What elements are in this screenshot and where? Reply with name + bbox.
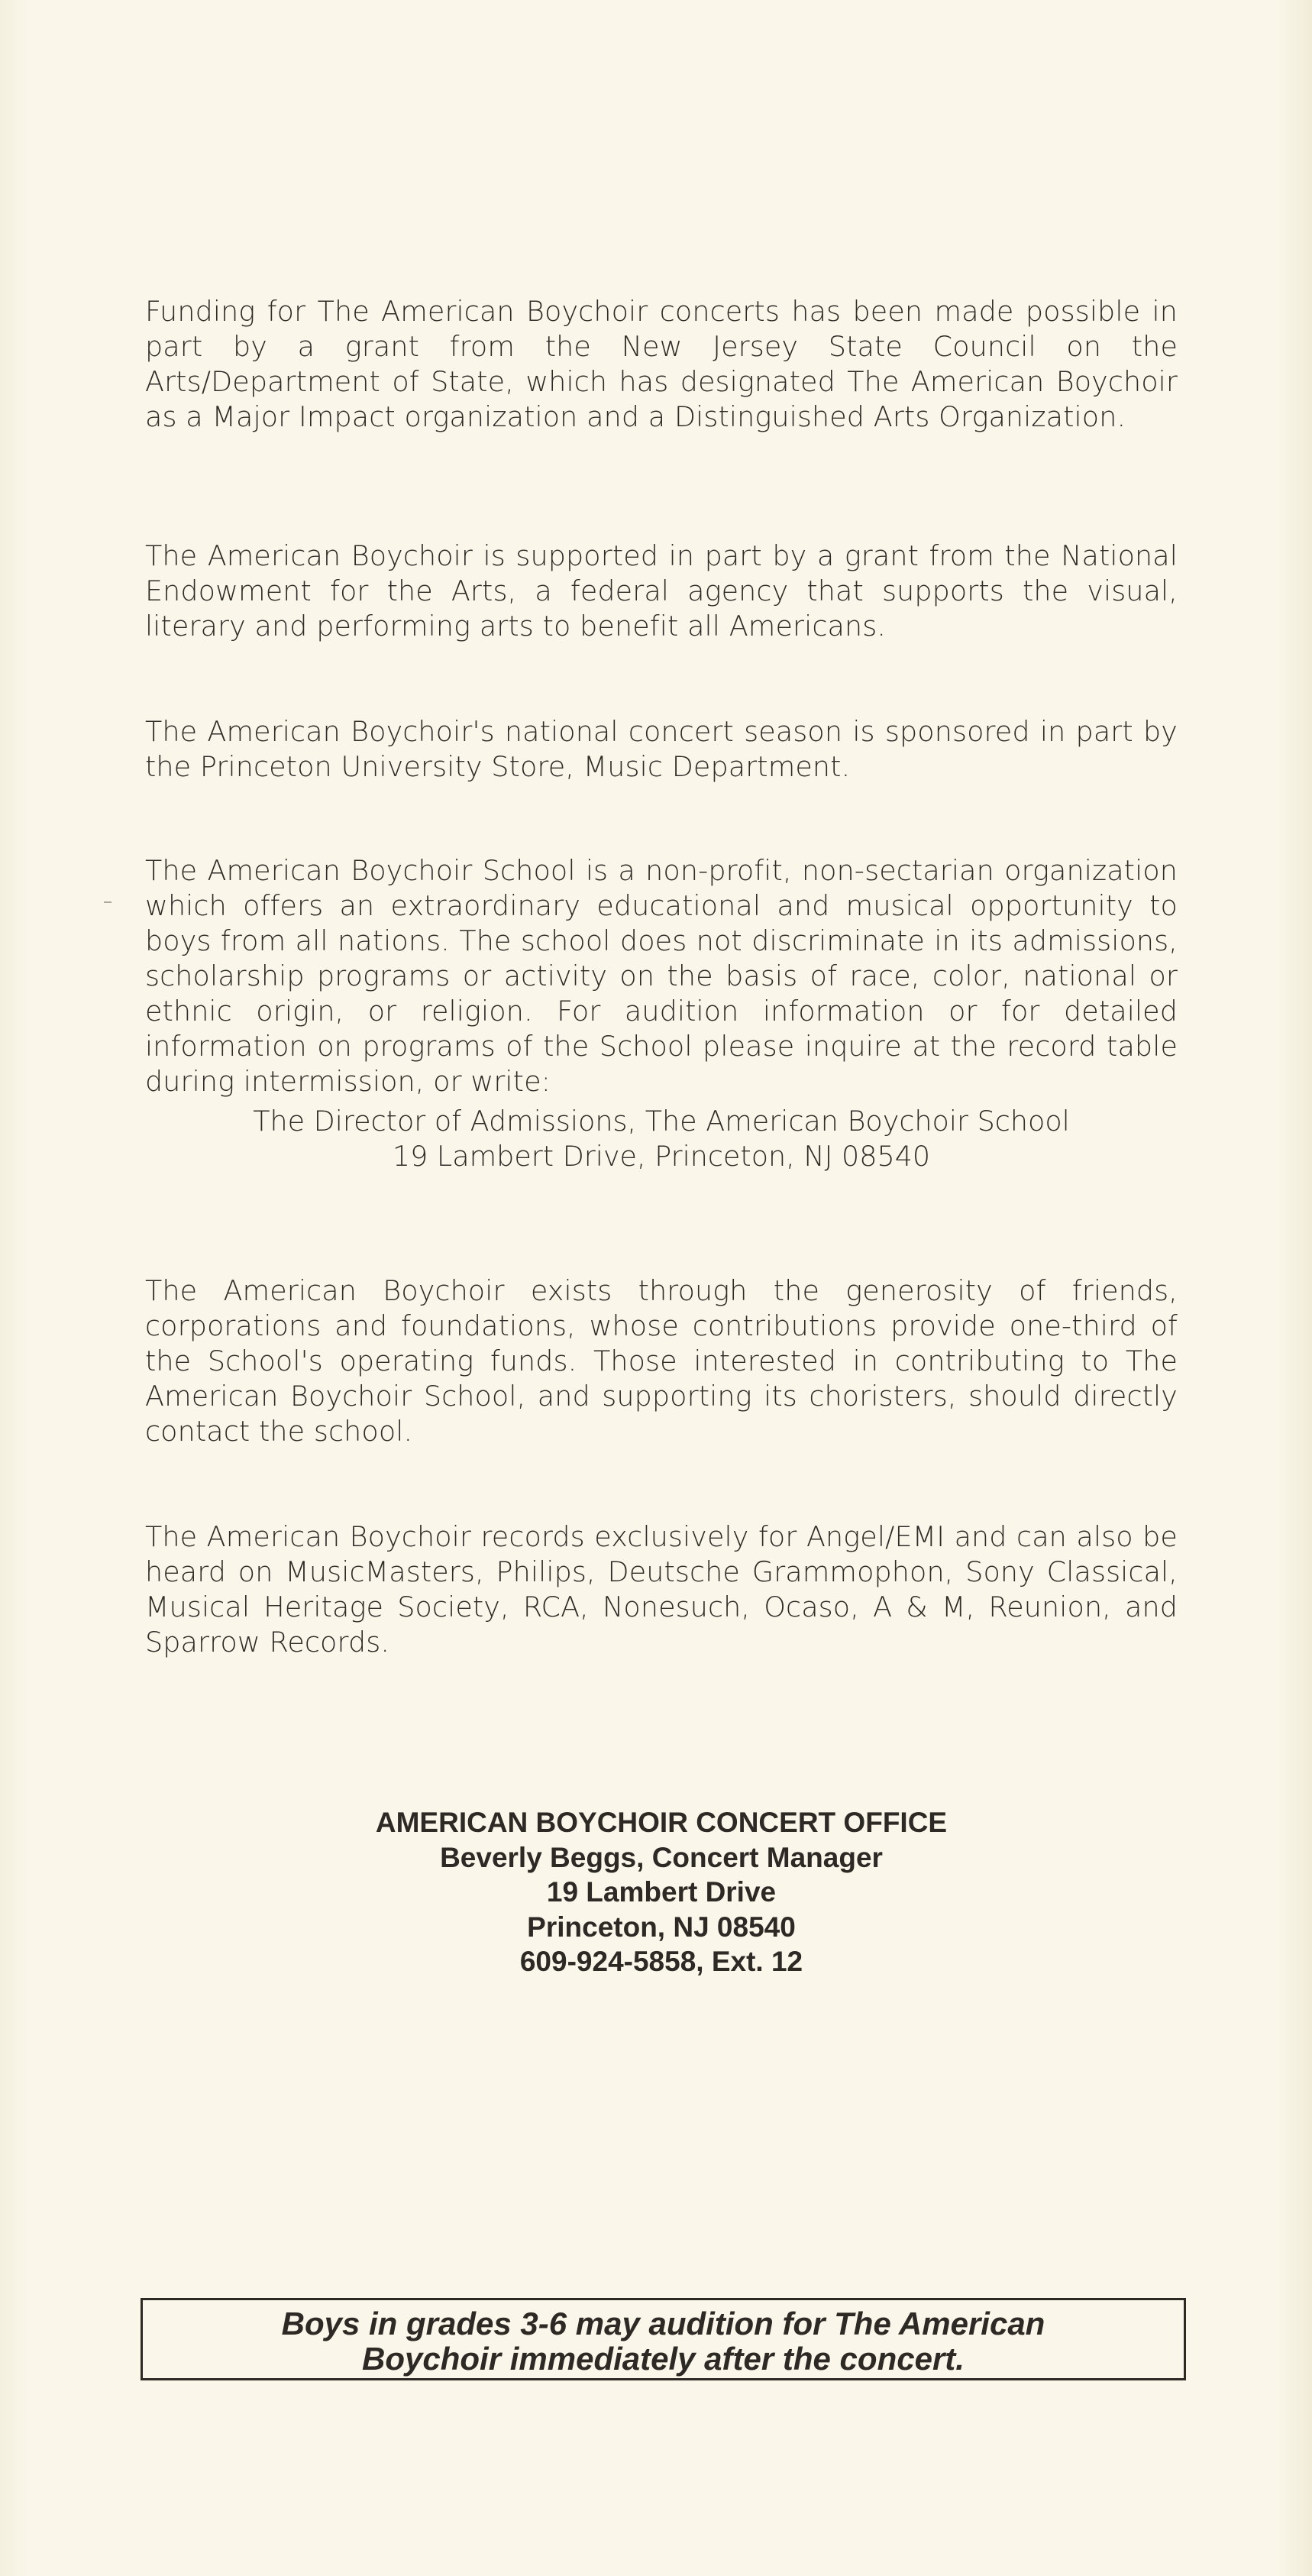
scan-speck: [104, 901, 111, 903]
funding-paragraph: Funding for The American Boychoir concerts has been made possible in part by a grant from the New Jersey State Council on the Arts/Department of State, which has designated The American Boychoir as a Major Impact organization and a Distinguished Arts Organization.: [145, 294, 1178, 433]
audition-notice-line2: Boychoir immediately after the concert.: [362, 2341, 965, 2377]
concert-office-street: 19 Lambert Drive: [546, 1876, 777, 1908]
generosity-paragraph: The American Boychoir exists through the generosity of friends, corporations and foundations, whose contributions provide one-third of the School's operating funds. Those interested in contributing to The American Boychoir School, and supporting its choristers, should directly contact the school.: [145, 1273, 1178, 1448]
nea-paragraph: The American Boychoir is supported in part by a grant from the National Endowment for the Arts, a federal agency that supports the visual, literary and performing arts to benefit all Americans.: [145, 539, 1178, 642]
concert-office-name: AMERICAN BOYCHOIR CONCERT OFFICE: [375, 1807, 948, 1838]
audition-notice-line1: Boys in grades 3-6 may audition for The American: [281, 2306, 1045, 2341]
admissions-address-line2: 19 Lambert Drive, Princeton, NJ 08540: [392, 1140, 931, 1173]
concert-office-manager: Beverly Beggs, Concert Manager: [440, 1841, 883, 1873]
records-paragraph: The American Boychoir records exclusively for Angel/EMI and can also be heard on MusicMasters, Philips, Deutsche Grammophon, Sony Classical, Musical Heritage Society, RCA, Nonesuch, Ocaso, A & M, Reunion, and Sparrow Records.: [145, 1519, 1178, 1659]
admissions-address: [145, 1104, 1178, 1174]
concert-office-block: [145, 1805, 1178, 1979]
sponsor-paragraph: The American Boychoir's national concert season is sponsored in part by the Princeton University Store, Music Department.: [145, 714, 1178, 783]
concert-office-phone: 609-924-5858, Ext. 12: [519, 1946, 803, 1977]
audition-notice-box: [141, 2298, 1186, 2380]
school-paragraph: The American Boychoir School is a non-profit, non-sectarian organization which offers an extraordinary educational and musical opportunity to boys from all nations. The school does not discriminate in its admissions, scholarship programs or activity on the basis of race, color, national or ethnic origin, or religion. For audition information or for detailed information on programs of the School please inquire at the record table during intermission, or write:: [145, 853, 1178, 1098]
admissions-address-line1: The Director of Admissions, The American Boychoir School: [253, 1105, 1070, 1138]
concert-office-city: Princeton, NJ 08540: [527, 1911, 796, 1943]
